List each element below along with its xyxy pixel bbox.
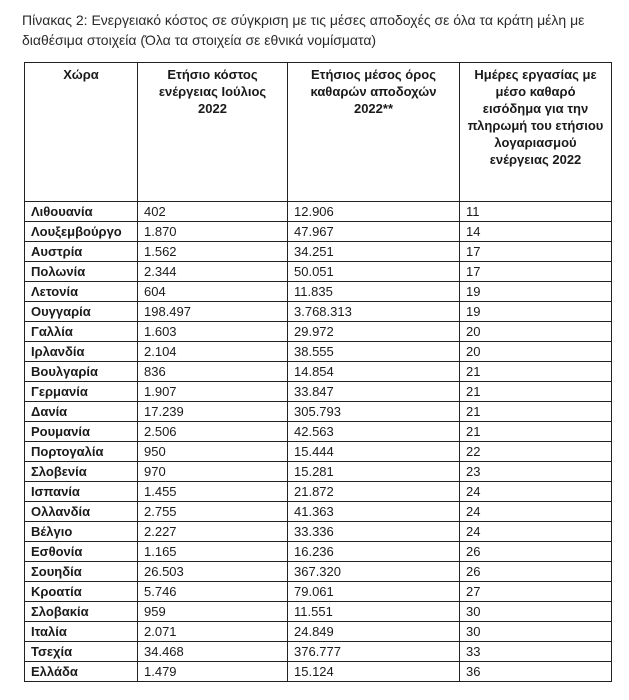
cell-energy-cost: 970 xyxy=(138,462,288,482)
table-caption: Πίνακας 2: Ενεργειακό κόστος σε σύγκριση με τις μέσες αποδοχές σε όλα τα κράτη μέλη με διαθέσιμα στοιχεία (Όλα τα στοιχεία σε εθνικά νομίσματα) xyxy=(22,12,585,48)
cell-country: Ρουμανία xyxy=(25,422,138,442)
cell-working-days: 27 xyxy=(460,582,612,602)
table-row xyxy=(25,322,612,342)
cell-working-days: 24 xyxy=(460,522,612,542)
cell-working-days: 33 xyxy=(460,642,612,662)
cell-country: Σλοβενία xyxy=(25,462,138,482)
cell-energy-cost: 5.746 xyxy=(138,582,288,602)
cell-energy-cost: 1.455 xyxy=(138,482,288,502)
cell-net-earnings: 11.835 xyxy=(288,282,460,302)
cell-working-days: 26 xyxy=(460,542,612,562)
cell-working-days: 22 xyxy=(460,442,612,462)
cell-energy-cost: 1.603 xyxy=(138,322,288,342)
cell-country: Κροατία xyxy=(25,582,138,602)
cell-net-earnings: 11.551 xyxy=(288,602,460,622)
cell-working-days: 23 xyxy=(460,462,612,482)
cell-net-earnings: 33.336 xyxy=(288,522,460,542)
table-row xyxy=(25,382,612,402)
cell-working-days: 19 xyxy=(460,282,612,302)
cell-energy-cost: 604 xyxy=(138,282,288,302)
cell-working-days: 17 xyxy=(460,262,612,282)
header-working-days: Ημέρες εργασίας με μέσο καθαρό εισόδημα για την πληρωμή του ετήσιου λογαριασμού ενέργειας 2022 xyxy=(460,63,612,202)
table-row xyxy=(25,562,612,582)
cell-energy-cost: 1.870 xyxy=(138,222,288,242)
cell-country: Εσθονία xyxy=(25,542,138,562)
table-row xyxy=(25,402,612,422)
cell-net-earnings: 14.854 xyxy=(288,362,460,382)
cell-country: Ιρλανδία xyxy=(25,342,138,362)
cell-working-days: 30 xyxy=(460,602,612,622)
table-body xyxy=(25,202,612,682)
cell-country: Βουλγαρία xyxy=(25,362,138,382)
cell-country: Πορτογαλία xyxy=(25,442,138,462)
table-row xyxy=(25,622,612,642)
header-country: Χώρα xyxy=(25,63,138,202)
cell-working-days: 20 xyxy=(460,322,612,342)
cell-net-earnings: 41.363 xyxy=(288,502,460,522)
cell-country: Δανία xyxy=(25,402,138,422)
cell-country: Σλοβακία xyxy=(25,602,138,622)
cell-energy-cost: 402 xyxy=(138,202,288,222)
cell-country: Σουηδία xyxy=(25,562,138,582)
header-average-net-earnings: Ετήσιος μέσος όρος καθαρών αποδοχών 2022** xyxy=(288,63,460,202)
table-row xyxy=(25,522,612,542)
cell-energy-cost: 950 xyxy=(138,442,288,462)
cell-country: Ολλανδία xyxy=(25,502,138,522)
table-row xyxy=(25,542,612,562)
table-row xyxy=(25,662,612,682)
table-row xyxy=(25,502,612,522)
header-annual-energy-cost: Ετήσιο κόστος ενέργειας Ιούλιος 2022 xyxy=(138,63,288,202)
cell-net-earnings: 15.124 xyxy=(288,662,460,682)
cell-net-earnings: 29.972 xyxy=(288,322,460,342)
cell-net-earnings: 47.967 xyxy=(288,222,460,242)
table-row xyxy=(25,362,612,382)
table-row xyxy=(25,602,612,622)
cell-working-days: 24 xyxy=(460,482,612,502)
cell-country: Λετονία xyxy=(25,282,138,302)
table-row xyxy=(25,282,612,302)
cell-country: Τσεχία xyxy=(25,642,138,662)
cell-energy-cost: 1.479 xyxy=(138,662,288,682)
table-row xyxy=(25,442,612,462)
cell-net-earnings: 38.555 xyxy=(288,342,460,362)
cell-net-earnings: 42.563 xyxy=(288,422,460,442)
cell-country: Πολωνία xyxy=(25,262,138,282)
cell-energy-cost: 1.562 xyxy=(138,242,288,262)
cell-working-days: 14 xyxy=(460,222,612,242)
cell-energy-cost: 2.344 xyxy=(138,262,288,282)
cell-country: Ουγγαρία xyxy=(25,302,138,322)
cell-energy-cost: 34.468 xyxy=(138,642,288,662)
cell-working-days: 20 xyxy=(460,342,612,362)
cell-working-days: 11 xyxy=(460,202,612,222)
cell-net-earnings: 376.777 xyxy=(288,642,460,662)
cell-working-days: 36 xyxy=(460,662,612,682)
cell-working-days: 21 xyxy=(460,402,612,422)
cell-energy-cost: 2.227 xyxy=(138,522,288,542)
cell-net-earnings: 50.051 xyxy=(288,262,460,282)
cell-net-earnings: 24.849 xyxy=(288,622,460,642)
cell-energy-cost: 2.104 xyxy=(138,342,288,362)
cell-country: Ιταλία xyxy=(25,622,138,642)
table-row xyxy=(25,242,612,262)
cell-net-earnings: 34.251 xyxy=(288,242,460,262)
cell-energy-cost: 198.497 xyxy=(138,302,288,322)
cell-energy-cost: 836 xyxy=(138,362,288,382)
table-row xyxy=(25,642,612,662)
cell-country: Λουξεμβούργο xyxy=(25,222,138,242)
table-row xyxy=(25,222,612,242)
energy-cost-table xyxy=(24,62,612,682)
cell-energy-cost: 2.755 xyxy=(138,502,288,522)
cell-working-days: 21 xyxy=(460,362,612,382)
cell-net-earnings: 15.281 xyxy=(288,462,460,482)
table-row xyxy=(25,262,612,282)
table-row xyxy=(25,202,612,222)
cell-net-earnings: 3.768.313 xyxy=(288,302,460,322)
cell-working-days: 21 xyxy=(460,382,612,402)
table-row xyxy=(25,342,612,362)
cell-net-earnings: 21.872 xyxy=(288,482,460,502)
cell-country: Βέλγιο xyxy=(25,522,138,542)
cell-energy-cost: 2.071 xyxy=(138,622,288,642)
cell-country: Γαλλία xyxy=(25,322,138,342)
cell-energy-cost: 17.239 xyxy=(138,402,288,422)
cell-energy-cost: 2.506 xyxy=(138,422,288,442)
table-row xyxy=(25,302,612,322)
cell-working-days: 30 xyxy=(460,622,612,642)
table-row xyxy=(25,482,612,502)
cell-country: Γερμανία xyxy=(25,382,138,402)
header-row xyxy=(25,63,612,202)
cell-net-earnings: 367.320 xyxy=(288,562,460,582)
cell-working-days: 26 xyxy=(460,562,612,582)
cell-country: Ισπανία xyxy=(25,482,138,502)
table-row xyxy=(25,582,612,602)
table-row xyxy=(25,462,612,482)
cell-energy-cost: 1.907 xyxy=(138,382,288,402)
cell-working-days: 21 xyxy=(460,422,612,442)
cell-net-earnings: 16.236 xyxy=(288,542,460,562)
cell-net-earnings: 305.793 xyxy=(288,402,460,422)
cell-country: Αυστρία xyxy=(25,242,138,262)
cell-energy-cost: 26.503 xyxy=(138,562,288,582)
cell-working-days: 19 xyxy=(460,302,612,322)
cell-working-days: 17 xyxy=(460,242,612,262)
cell-net-earnings: 12.906 xyxy=(288,202,460,222)
cell-energy-cost: 959 xyxy=(138,602,288,622)
cell-energy-cost: 1.165 xyxy=(138,542,288,562)
cell-country: Λιθουανία xyxy=(25,202,138,222)
cell-working-days: 24 xyxy=(460,502,612,522)
cell-net-earnings: 15.444 xyxy=(288,442,460,462)
cell-net-earnings: 79.061 xyxy=(288,582,460,602)
cell-country: Ελλάδα xyxy=(25,662,138,682)
cell-net-earnings: 33.847 xyxy=(288,382,460,402)
table-row xyxy=(25,422,612,442)
